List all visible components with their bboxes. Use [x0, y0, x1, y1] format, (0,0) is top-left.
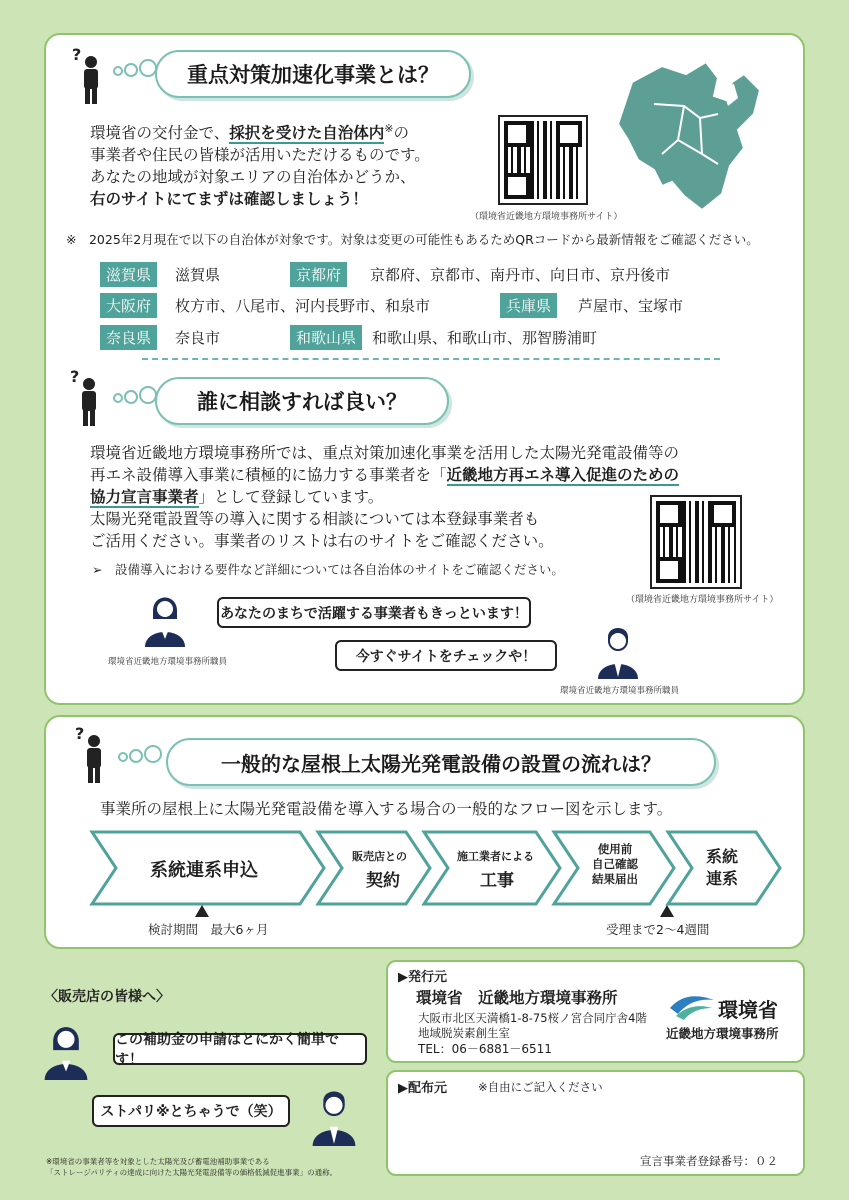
- municipality-item: [100, 293, 157, 318]
- section-title-pill: [155, 50, 471, 98]
- municipality-item: [290, 325, 362, 350]
- thought-dot: [124, 390, 138, 404]
- prefecture-label: 京都府: [290, 262, 347, 287]
- municipality-item: [100, 262, 157, 287]
- flow-step-label: 工事: [480, 871, 514, 891]
- detail-note: ➢ 設備導入における要件など詳細については各自治体のサイトをご確認ください。: [92, 562, 564, 577]
- moe-logo-icon: [668, 990, 716, 1022]
- note-mark: ※: [384, 122, 394, 135]
- municipality-cities: 滋賀県: [175, 266, 221, 284]
- municipality-cities: 芦屋市、宝塚市: [578, 297, 684, 315]
- publisher-tel: TEL：06－6881－6511: [418, 1042, 552, 1056]
- body-text: 」として登録しています。: [198, 488, 384, 506]
- staff-caption: 環境省近畿地方環境事務所職員: [560, 686, 680, 696]
- businessman-question-icon: [75, 725, 109, 785]
- kinki-map-icon: [614, 44, 766, 212]
- qr-code[interactable]: [652, 497, 740, 587]
- prefecture-label: 滋賀県: [100, 262, 157, 287]
- speech-bubble: 今すぐサイトをチェックや！: [335, 640, 557, 671]
- logo-sub-text: 近畿地方環境事務所: [666, 1026, 779, 1041]
- section-title: 誰に相談すれば良い？: [197, 390, 407, 414]
- registration-number: 宣言事業者登録番号：０２: [640, 1154, 778, 1168]
- distributor-label: ▶配布元: [398, 1081, 447, 1096]
- municipality-item: [500, 293, 557, 318]
- staff-caption: 環境省近畿地方環境事務所職員: [108, 657, 228, 667]
- municipality-cities: 和歌山県、和歌山市、那智勝浦町: [372, 329, 598, 347]
- qr-caption: （環境省近畿地方環境事務所サイト）: [626, 595, 779, 605]
- female-staff-icon: [143, 589, 187, 647]
- male-staff-icon: [310, 1084, 358, 1146]
- section-title-pill: [166, 738, 716, 786]
- flow-step-label: 系統 連系: [705, 847, 738, 888]
- thought-dot: [129, 749, 143, 763]
- prefecture-label: 大阪府: [100, 293, 157, 318]
- publisher-address: 大阪市北区天満橋1-8-75桜ノ宮合同庁舎4階: [418, 1011, 647, 1025]
- body-text: あなたの地域が対象エリアの自治体かどうか、: [90, 168, 416, 187]
- prefecture-label: 和歌山県: [290, 325, 362, 350]
- logo-main-text: 環境省: [718, 998, 778, 1022]
- municipality-cities: 奈良市: [175, 329, 221, 347]
- businessman-question-icon: [72, 46, 106, 106]
- dealer-heading: 〈販売店の皆様へ〉: [44, 989, 170, 1005]
- flow-intro: 事業所の屋根上に太陽光発電設備を導入する場合の一般的なフロー図を示します。: [100, 800, 673, 818]
- thought-dot: [118, 752, 128, 762]
- thought-dot: [124, 63, 138, 77]
- body-text-bold: 右のサイトにてまずは確認しましょう！: [90, 190, 368, 209]
- flow-step-label: 系統連系申込: [150, 860, 258, 881]
- prefecture-label: 兵庫県: [500, 293, 557, 318]
- body-text: 環境省近畿地方環境事務所では、重点対策加速化事業を活用した太陽光発電設備等の: [90, 444, 680, 462]
- section-title: 重点対策加速化事業とは？: [187, 63, 439, 87]
- publisher-label: ▶発行元: [398, 970, 447, 985]
- speech-bubble: あなたのまちで活躍する事業者もきっといます！: [217, 597, 531, 628]
- body-text: 事業者や住民の皆様が活用いただけるものです。: [90, 146, 430, 165]
- businessman-question-icon: [70, 368, 104, 428]
- svg-text:?: ?: [70, 368, 80, 386]
- section-title-pill: [155, 377, 449, 425]
- body-text: 環境省の交付金で、: [90, 124, 230, 143]
- distributor-note: ※自由にご記入ください: [478, 1080, 603, 1094]
- section-title: 一般的な屋根上太陽光発電設備の設置の流れは？: [221, 751, 661, 776]
- speech-bubble: この補助金の申請はとにかく簡単です！: [113, 1033, 367, 1065]
- svg-text:?: ?: [72, 46, 82, 64]
- emphasis-text: 採択を受けた自治体内: [229, 124, 385, 143]
- municipality-item: [100, 325, 157, 350]
- flow-step-label-small: 施工業者による: [457, 850, 534, 863]
- body-text: 再エネ設備導入事業に積極的に協力する事業者を「: [90, 466, 447, 484]
- body-text: 太陽光発電設置等の導入に関する相談については本登録事業者も: [90, 510, 540, 528]
- body-text: ご活用ください。事業者のリストは右のサイトをご確認ください。: [90, 532, 554, 550]
- target-note: ※ 2025年2月現在で以下の自治体が対象です。対象は変更の可能性もあるためQRコードから最新情報をご確認ください。: [66, 232, 759, 247]
- male-staff-icon: [596, 621, 640, 679]
- period-label: 検討期間 最大6ヶ月: [148, 922, 269, 937]
- flow-step-label-small: 販売店との: [352, 850, 407, 863]
- period-label: 受理まで2～4週間: [606, 922, 710, 937]
- period-marker-icon: [660, 905, 674, 917]
- thought-dot: [144, 745, 162, 763]
- emphasis-text: 協力宣言事業者: [90, 488, 199, 506]
- prefecture-label: 奈良県: [100, 325, 157, 350]
- female-staff-icon: [42, 1018, 90, 1080]
- speech-bubble: ストパリ※とちゃうで（笑）: [92, 1095, 290, 1127]
- svg-text:?: ?: [75, 725, 85, 743]
- publisher-org: 環境省 近畿地方環境事務所: [416, 989, 618, 1007]
- municipality-cities: 京都府、京都市、南丹市、向日市、京丹後市: [370, 266, 671, 284]
- qr-caption: （環境省近畿地方環境事務所サイト）: [470, 212, 623, 222]
- flow-step-label: 契約: [366, 871, 400, 891]
- section-body: [90, 118, 490, 210]
- footnote: ※環境省の事業者等を対象とした太陽光及び蓄電池補助事業である: [46, 1157, 270, 1166]
- footnote: 「ストレージパリティの達成に向けた太陽光発電設備等の価格低減促進事業」の通称。: [46, 1168, 338, 1177]
- thought-dot: [113, 393, 123, 403]
- municipality-item: [290, 262, 347, 287]
- qr-code[interactable]: [500, 117, 586, 203]
- flow-step-label-small: 使用前 自己確認 結果届出: [592, 842, 638, 886]
- publisher-dept: 地域脱炭素創生室: [418, 1026, 510, 1040]
- body-text: の: [393, 124, 409, 143]
- thought-dot: [113, 66, 123, 76]
- period-marker-icon: [195, 905, 209, 917]
- emphasis-text: 近畿地方再エネ導入促進のための: [446, 466, 680, 484]
- dashed-divider: [142, 358, 720, 360]
- municipality-cities: 枚方市、八尾市、河内長野市、和泉市: [175, 297, 431, 315]
